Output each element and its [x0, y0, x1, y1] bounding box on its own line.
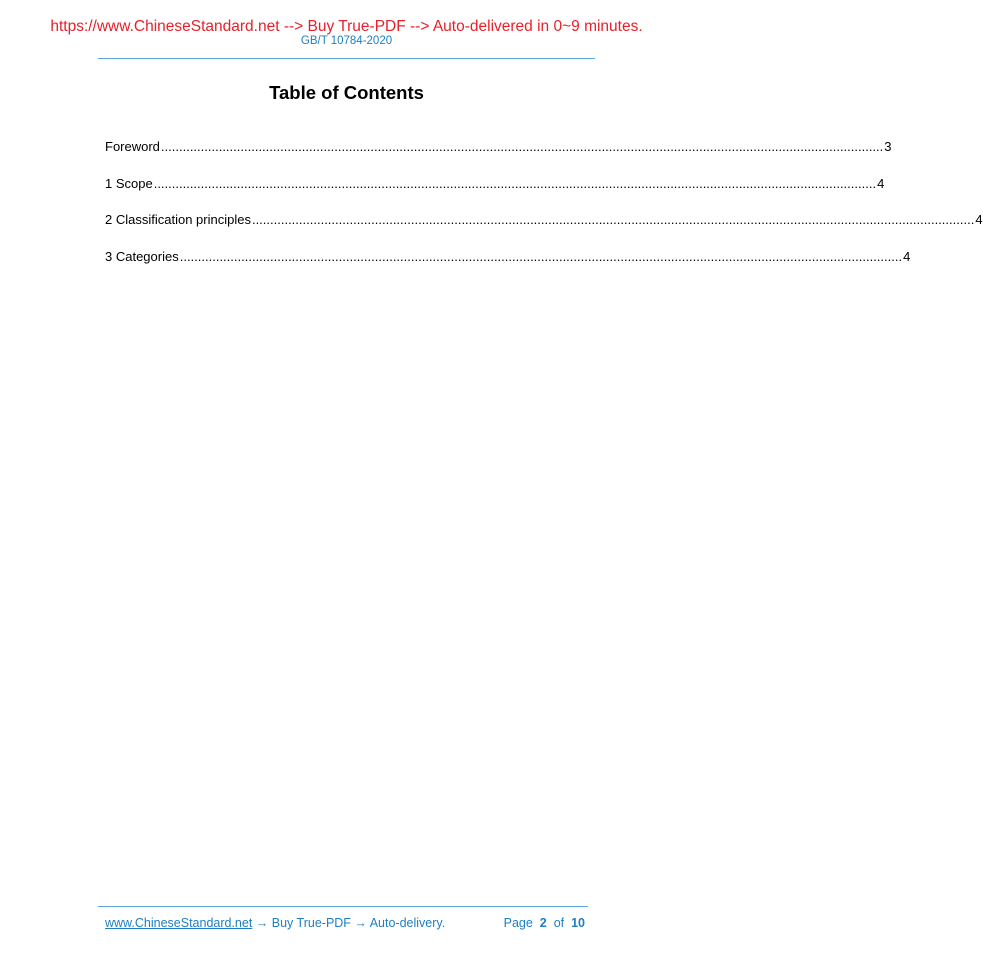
page-word: Page	[503, 916, 533, 930]
header-divider	[98, 58, 595, 59]
toc-entry-label: 3 Categories	[105, 248, 179, 264]
toc-entry-classification-principles[interactable]	[105, 212, 983, 249]
footer	[105, 916, 585, 930]
toc-entry-foreword[interactable]	[105, 139, 892, 176]
toc-list	[105, 139, 983, 285]
toc-entry-label: Foreword	[105, 139, 160, 154]
footer-website-link[interactable]: www.ChineseStandard.net	[105, 916, 253, 930]
of-word: of	[553, 916, 565, 930]
toc-entry-categories[interactable]	[105, 248, 911, 286]
toc-dot-leader: ........................................................................................................................................................................................................	[179, 248, 903, 264]
toc-entry-page: 3	[884, 139, 892, 154]
top-banner[interactable]: https://www.ChineseStandard.net --> Buy True-PDF --> Auto-delivered in 0~9 minutes.	[50, 18, 643, 35]
toc-entry-page: 4	[975, 212, 983, 227]
footer-divider	[98, 906, 588, 907]
toc-entry-label: 1 Scope	[105, 175, 153, 191]
toc-dot-leader: ........................................................................................................................................................................................................	[251, 212, 975, 227]
toc-dot-leader: ........................................................................................................................................................................................................	[153, 175, 877, 191]
footer-tagline: → Buy True-PDF → Auto-delivery.	[252, 916, 446, 930]
current-page-number: 2	[539, 916, 547, 930]
page-indicator	[504, 916, 585, 930]
toc-entry-page: 4	[903, 248, 911, 264]
toc-dot-leader: ........................................................................................................................................................................................................	[160, 139, 884, 154]
standard-code: GB/T 10784-2020	[300, 35, 393, 47]
toc-entry-label: 2 Classification principles	[105, 212, 251, 227]
page-title: Table of Contents	[269, 82, 424, 103]
toc-entry-page: 4	[877, 175, 885, 191]
total-pages-number: 10	[571, 916, 585, 930]
toc-entry-scope[interactable]	[105, 175, 885, 213]
